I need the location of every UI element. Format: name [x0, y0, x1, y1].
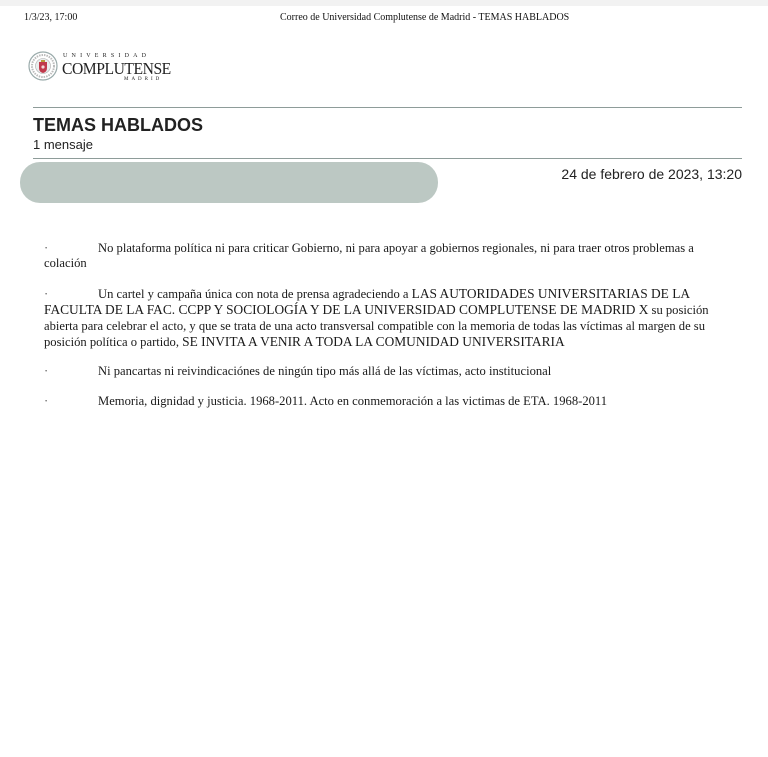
university-seal-icon	[28, 49, 58, 83]
print-datetime: 1/3/23, 17:00	[24, 12, 78, 23]
bullet: ·	[44, 364, 49, 379]
logo-complutense: COMPLUTENSE	[62, 59, 171, 78]
thread-subject: TEMAS HABLADOS	[33, 115, 203, 135]
message-count: 1 mensaje	[33, 137, 93, 152]
print-header	[0, 12, 768, 26]
divider-bottom	[33, 158, 742, 159]
top-strip	[0, 0, 768, 6]
paragraph-text: Memoria, dignidad y justicia. 1968-2011. Acto en conmemoración a las victimas de ETA. 1968-2011	[98, 393, 608, 408]
paragraph-caps: LAS AUTORIDADES UNIVERSITARIAS DE LA FACULTA DE LA FAC. CCPP Y SOCIOLOGÍA Y DE LA UNIVERSIDAD COMPLUTENSE DE MADRID X	[44, 285, 690, 318]
logo-universidad: UNIVERSIDAD	[63, 53, 151, 59]
logo-madrid: MADRID	[124, 77, 163, 82]
university-logo	[28, 49, 173, 85]
bullet: ·	[44, 393, 49, 408]
list-item	[44, 241, 724, 272]
sender-redacted	[20, 162, 438, 203]
paragraph-text: su posición abierta para celebrar el acto, y que se trata de una acto transversal compatible con la memoria de todas las víctimas al margen de su posición política o partido,	[44, 303, 709, 350]
list-item	[44, 394, 724, 409]
list-item	[44, 286, 724, 351]
divider-top	[33, 107, 742, 108]
bullet: ·	[44, 286, 49, 301]
paragraph-caps: SE INVITA A VENIR A TODA LA COMUNIDAD UNIVERSITARIA	[182, 334, 565, 350]
message-date: 24 de febrero de 2023, 13:20	[561, 166, 742, 182]
list-item	[44, 364, 724, 379]
paragraph-text: No plataforma política ni para criticar Gobierno, ni para apoyar a gobiernos regionales, ni para traer otros problemas a colación	[44, 241, 694, 271]
print-title: Correo de Universidad Complutense de Madrid - TEMAS HABLADOS	[280, 12, 570, 23]
paragraph-text: Ni pancartas ni reivindicaciónes de ningún tipo más allá de las víctimas, acto institucional	[98, 364, 552, 379]
message-body	[44, 241, 724, 423]
bullet: ·	[44, 241, 49, 255]
paragraph-text: Un cartel y campaña única con nota de prensa agradeciendo a	[98, 286, 412, 301]
